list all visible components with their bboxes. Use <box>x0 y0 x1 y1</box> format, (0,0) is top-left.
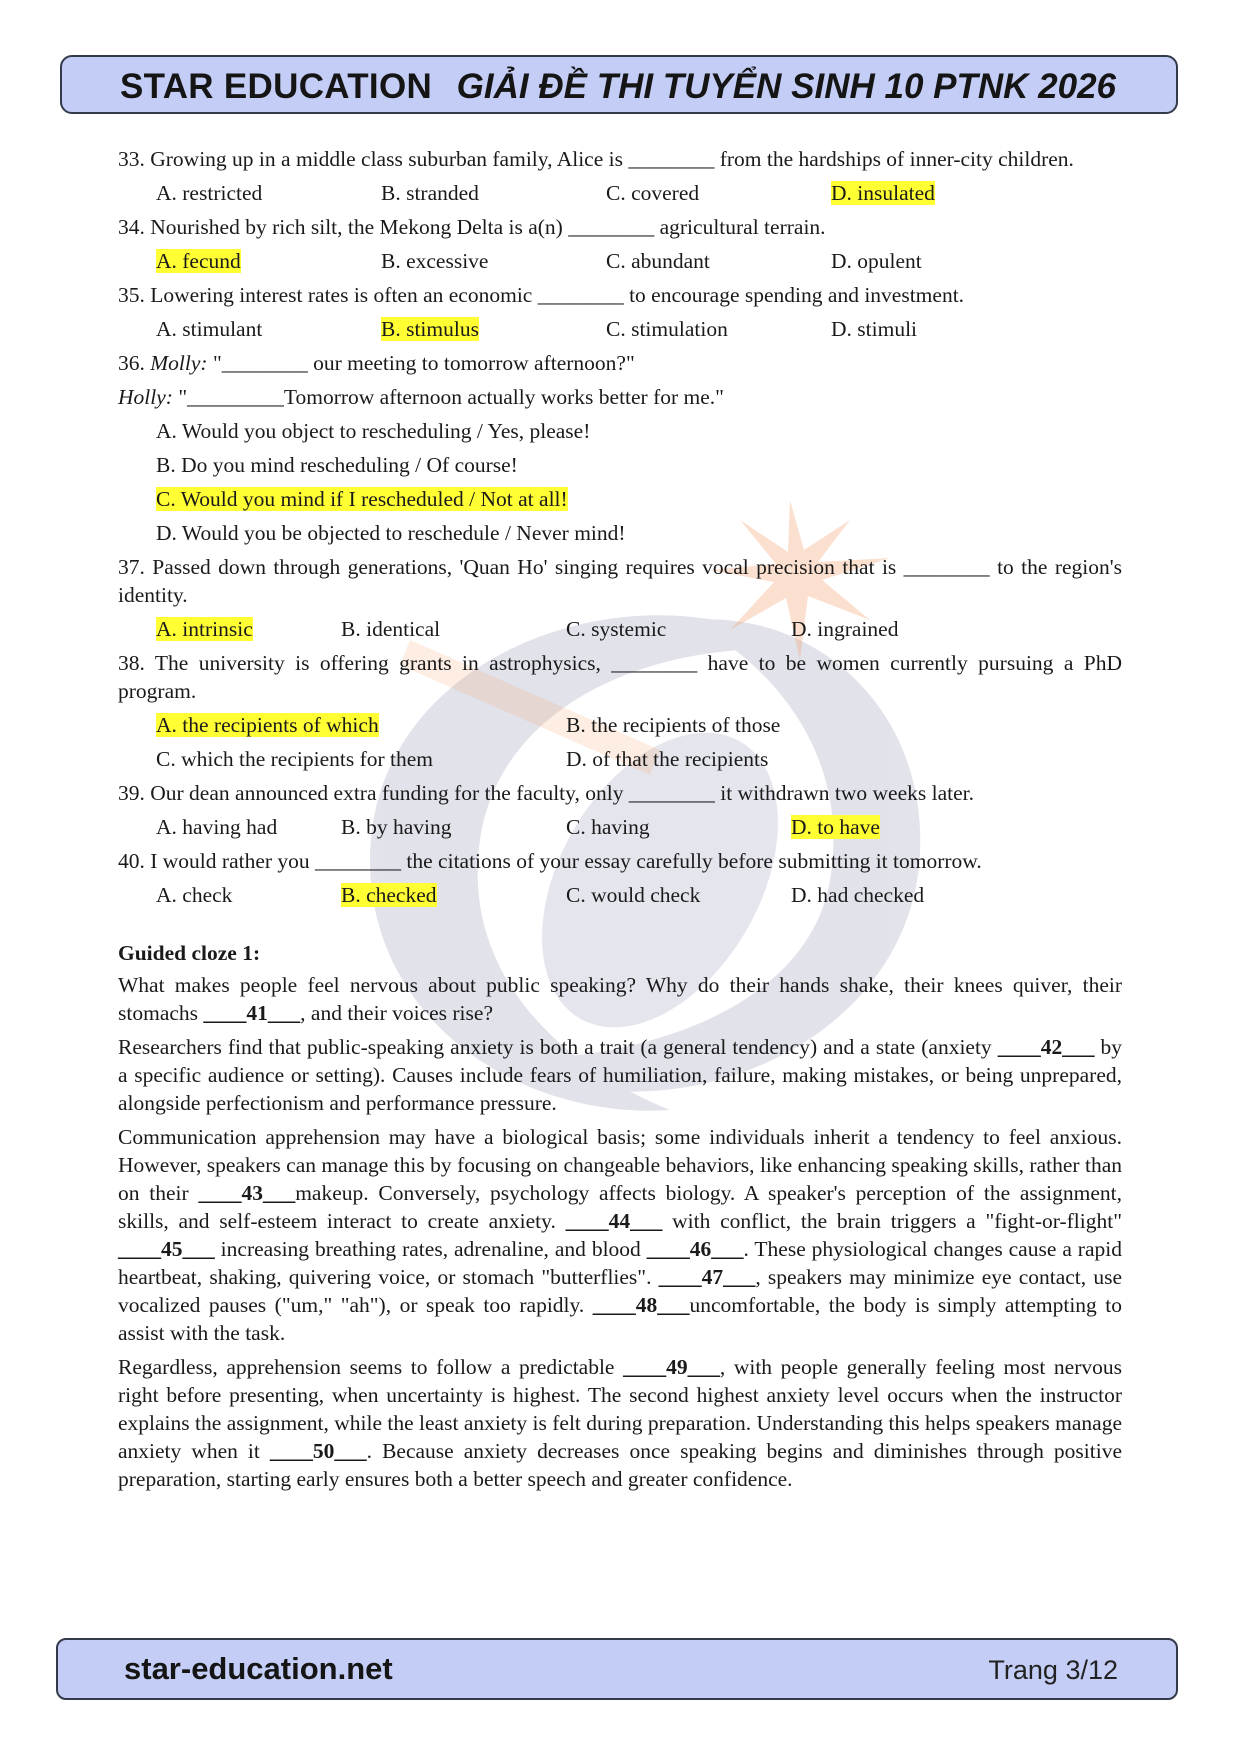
option-33d-answer: D. insulated <box>831 181 935 205</box>
options-37 <box>156 615 1122 643</box>
option-36b: B. Do you mind rescheduling / Of course! <box>156 453 518 477</box>
option-33b: B. stranded <box>381 181 479 205</box>
page-content <box>118 145 1122 1499</box>
question-37: 37. Passed down through generations, 'Quan Ho' singing requires vocal precision that is ________ to the region's identity. <box>118 555 1122 607</box>
option-34a-answer: A. fecund <box>156 249 241 273</box>
options-34 <box>156 247 1122 275</box>
holly-line: "_________Tomorrow afternoon actually works better for me." <box>178 385 724 409</box>
question-36-line1 <box>118 349 1122 377</box>
question-36-line2 <box>118 383 1122 411</box>
option-40d: D. had checked <box>791 883 925 907</box>
options-35 <box>156 315 1122 343</box>
page-number: Trang 3/12 <box>988 1655 1118 1685</box>
molly-line: "________ our meeting to tomorrow afternoon?" <box>212 351 635 375</box>
question-40: 40. I would rather you ________ the citations of your essay carefully before submitting it tomorrow. <box>118 849 982 873</box>
option-40c: C. would check <box>566 883 701 907</box>
option-35d: D. stimuli <box>831 317 918 341</box>
option-38d: D. of that the recipients <box>566 747 769 771</box>
option-35c: C. stimulation <box>606 317 728 341</box>
option-33a: A. restricted <box>156 181 263 205</box>
cloze-paragraph-1: What makes people feel nervous about public speaking? Why do their hands shake, their knees quiver, their stomachs ____41___, and their voices rise? <box>118 973 1122 1025</box>
blank-42: ____42___ <box>997 1035 1095 1059</box>
option-38c: C. which the recipients for them <box>156 747 434 771</box>
footer-banner <box>56 1638 1178 1700</box>
blank-43: ____43___ <box>198 1181 296 1205</box>
cloze-paragraph-4: Regardless, apprehension seems to follow a predictable ____49___, with people generally feeling most nervous right before presenting, when uncertainty is highest. The second highest anxiety level occurs when the instructor explains the assignment, while the least anxiety is felt during preparation. Understanding this helps speakers manage anxiety when it ____50___. Because anxiety decreases once speaking begins and diminishes through positive preparation, starting early ensures both a better speech and greater confidence. <box>118 1355 1123 1491</box>
blank-44: ____44___ <box>565 1209 663 1233</box>
option-34c: C. abundant <box>606 249 710 273</box>
blank-46: ____46___ <box>646 1237 744 1261</box>
option-39a: A. having had <box>156 815 278 839</box>
option-39c: C. having <box>566 815 650 839</box>
option-38b: B. the recipients of those <box>566 713 781 737</box>
blank-41: ____41___ <box>203 1001 301 1025</box>
options-33 <box>156 179 1122 207</box>
question-39: 39. Our dean announced extra funding for the faculty, only ________ it withdrawn two weeks later. <box>118 781 974 805</box>
cloze-paragraph-2: Researchers find that public-speaking anxiety is both a trait (a general tendency) and a state (anxiety ____42___ by a specific audience or setting). Causes include fears of humiliation, failure, making mistakes, or being unprepared, alongside perfectionism and performance pressure. <box>118 1035 1122 1115</box>
options-39 <box>156 813 1122 841</box>
blank-50: ____50___ <box>269 1439 367 1463</box>
option-39b: B. by having <box>341 815 452 839</box>
question-35: 35. Lowering interest rates is often an economic ________ to encourage spending and investment. <box>118 283 965 307</box>
blank-47: ____47___ <box>658 1265 756 1289</box>
option-34b: B. excessive <box>381 249 489 273</box>
speaker-molly: Molly: <box>150 351 208 375</box>
option-37d: D. ingrained <box>791 617 899 641</box>
question-34: 34. Nourished by rich silt, the Mekong Delta is a(n) ________ agricultural terrain. <box>118 215 826 239</box>
blank-45: ____45___ <box>118 1237 215 1261</box>
option-39d-answer: D. to have <box>791 815 880 839</box>
brand-name: STAR EDUCATION <box>120 67 433 106</box>
option-35b-answer: B. stimulus <box>381 317 479 341</box>
option-36d: D. Would you be objected to reschedule / Never mind! <box>156 521 626 545</box>
option-33c: C. covered <box>606 181 700 205</box>
blank-48: ____48___ <box>592 1293 690 1317</box>
speaker-holly: Holly: <box>118 385 173 409</box>
option-36c-answer: C. Would you mind if I rescheduled / Not at all! <box>156 487 568 511</box>
option-38a-answer: A. the recipients of which <box>156 713 379 737</box>
cloze-paragraph-3: Communication apprehension may have a biological basis; some individuals inherit a tendency to feel anxious. However, speakers can manage this by focusing on changeable behaviors, like enhancing speaking skills, rather than on their ____43___makeup. Conversely, psychology affects biology. A speaker's perception of the assignment, skills, and self-esteem interact to create anxiety. ____44___ with conflict, the brain triggers a "fight-or-flight" ____45___ increasing breathing rates, adrenaline, and blood ____46___. These physiological changes cause a rapid heartbeat, shaking, quivering voice, or stomach "butterflies". ____47___, speakers may minimize eye contact, use vocalized pauses ("um," "ah"), or speak too rapidly. ____48___uncomfortable, the body is simply attempting to assist with the task. <box>118 1125 1123 1345</box>
option-36a: A. Would you object to rescheduling / Yes, please! <box>156 419 591 443</box>
option-37a-answer: A. intrinsic <box>156 617 253 641</box>
options-38-row1 <box>156 711 1122 739</box>
question-36-number: 36. <box>118 351 145 375</box>
exam-title: GIẢI ĐỀ THI TUYỂN SINH 10 PTNK 2026 <box>456 67 1116 106</box>
question-33: 33. Growing up in a middle class suburban family, Alice is ________ from the hardships of inner-city children. <box>118 147 1074 171</box>
option-34d: D. opulent <box>831 249 922 273</box>
option-40b-answer: B. checked <box>341 883 437 907</box>
options-38-row2 <box>156 745 1122 773</box>
option-40a: A. check <box>156 883 233 907</box>
website-link[interactable]: star-education.net <box>124 1651 393 1686</box>
question-38: 38. The university is offering grants in astrophysics, ________ have to be women currently pursuing a PhD program. <box>118 651 1122 703</box>
cloze-title: Guided cloze 1: <box>118 941 261 965</box>
blank-49: ____49___ <box>623 1355 720 1379</box>
option-35a: A. stimulant <box>156 317 263 341</box>
header-banner <box>60 55 1178 114</box>
option-37b: B. identical <box>341 617 441 641</box>
options-40 <box>156 881 1122 909</box>
option-37c: C. systemic <box>566 617 667 641</box>
